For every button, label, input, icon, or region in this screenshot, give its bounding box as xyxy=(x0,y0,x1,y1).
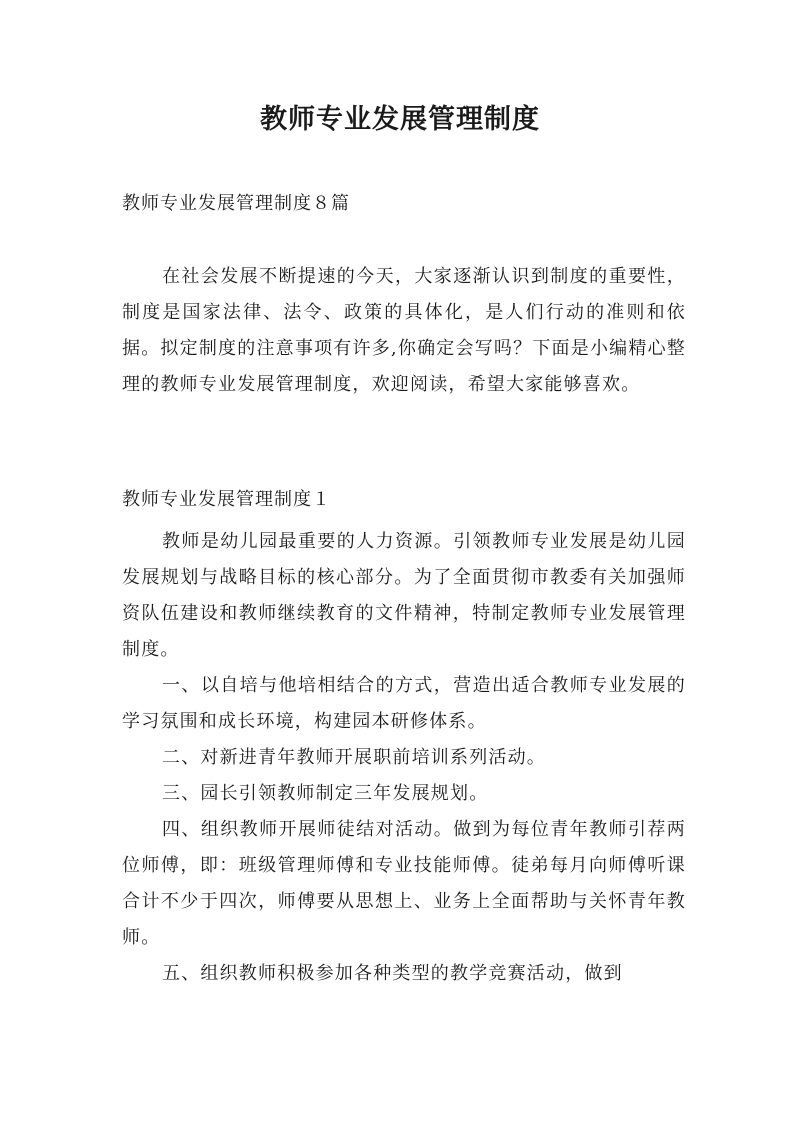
body-paragraph: 教师是幼儿园最重要的人力资源。引领教师专业发展是幼儿园发展规划与战略目标的核心部分。为了全面贯彻市教委有关加强师资队伍建设和教师继续教育的文件精神，特制定教师专业发展管理制度。 xyxy=(122,531,686,660)
body-paragraph: 四、组织教师开展师徒结对活动。做到为每位青年教师引荐两位师傅，即：班级管理师傅和专业技能师傅。徒弟每月向师傅听课合计不少于四次，师傅要从思想上、业务上全面帮助与关怀青年教师。 xyxy=(122,819,686,948)
body-paragraph: 二、对新进青年教师开展职前培训系列活动。 xyxy=(162,747,546,768)
document-subtitle: 教师专业发展管理制度８篇 xyxy=(122,193,350,214)
section-body xyxy=(122,524,686,992)
document-title: 教师专业发展管理制度 xyxy=(260,104,540,135)
body-paragraph: 五、组织教师积极参加各种类型的教学竞赛活动，做到 xyxy=(162,963,623,984)
intro-paragraph: 在社会发展不断提速的今天，大家逐渐认识到制度的重要性，制度是国家法律、法令、政策的具体化，是人们行动的准则和依据。拟定制度的注意事项有许多,你确定会写吗？下面是小编精心整理的教师专业发展管理制度，欢迎阅读，希望大家能够喜欢。 xyxy=(122,266,686,395)
body-paragraph: 一、以自培与他培相结合的方式，营造出适合教师专业发展的学习氛围和成长环境，构建园本研修体系。 xyxy=(122,675,686,732)
section-heading: 教师专业发展管理制度１ xyxy=(122,489,331,510)
body-paragraph: 三、园长引领教师制定三年发展规划。 xyxy=(162,783,489,804)
